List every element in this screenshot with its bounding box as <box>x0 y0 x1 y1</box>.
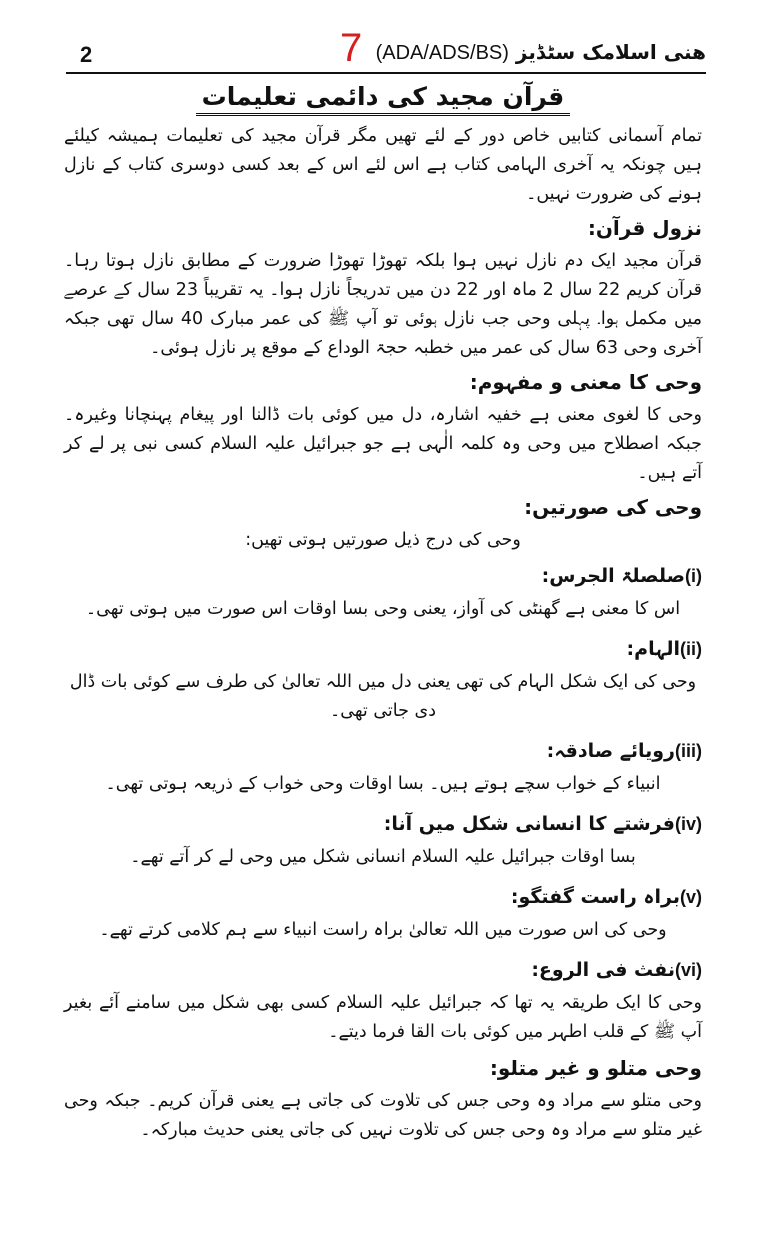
form-6-heading: (vi)نفث فی الروع: <box>531 959 702 981</box>
form-3-heading: (iii)رویائے صادقہ: <box>546 740 702 762</box>
form-2-heading: (ii)الہام: <box>626 638 702 660</box>
form-4-heading: (iv)فرشتے کا انسانی شکل میں آنا: <box>383 813 702 835</box>
form-3-text: انبیاء کے خواب سچے ہوتے ہیں۔ بسا اوقات وحی خواب کے ذریعہ ہوتی تھی۔ <box>105 774 661 794</box>
handwritten-mark: 7 <box>340 26 363 70</box>
page-number: 2 <box>80 42 93 67</box>
matlu-paragraph: وحی متلو سے مراد وہ وحی جس کی تلاوت کی جاتی ہے یعنی قرآن کریم۔ جبکہ وحی غیر متلو سے مراد وہ وحی جس کی تلاوت نہیں کی جاتی یعنی حدیث مبارکہ۔ <box>64 1091 702 1140</box>
intro-paragraph: تمام آسمانی کتابیں خاص دور کے لئے تھیں مگر قرآن مجید کی تعلیمات ہمیشہ کیلئے ہیں چونکہ یہ آخری الہامی کتاب ہے اس لئے اس کے بعد کسی دوسری کتاب کے نازل ہونے کی ضرورت نہیں۔ <box>64 126 702 204</box>
form-2-text: وحی کی ایک شکل الہام کی تھی یعنی دل میں اللہ تعالیٰ کی طرف سے کوئی بات ڈال دی جاتی تھی۔ <box>69 672 697 721</box>
content-body <box>64 122 702 1145</box>
course-header <box>376 40 706 65</box>
form-1-text: اس کا معنی ہے گھنٹی کی آواز، یعنی وحی بسا اوقات اس صورت میں ہوتی تھی۔ <box>85 599 681 619</box>
wahi-forms-intro: وحی کی درج ذیل صورتیں ہوتی تھیں: <box>245 530 521 550</box>
form-1-heading: (i)صلصلۃ الجرس: <box>541 565 702 587</box>
wahi-meaning-paragraph: وحی کا لغوی معنی ہے خفیہ اشارہ، دل میں کوئی بات ڈالنا اور پیغام پہنچانا وغیرہ۔ جبکہ اصطلاح میں وحی وہ کلمہ الٰہی ہے جو جبرائیل علیہ السلام کسی نبی پر لے کر آتے ہیں۔ <box>64 405 702 483</box>
heading-wahi-forms: وحی کی صورتیں: <box>524 495 702 519</box>
nuzool-paragraph: قرآن مجید ایک دم نازل نہیں ہوا بلکہ تھوڑا تھوڑا ضرورت کے مطابق نازل ہوتا رہا۔ قرآن کریم 22 سال 2 ماہ اور 22 دن میں تدریجاً نازل ہوا۔ یہ تقریباً 23 سال کے عرصے میں مکمل ہوا۔ پہلی وحی جب نازل ہوئی تو آپ ﷺ کی عمر مبارک 40 سال تھی جبکہ آخری وحی 63 سال کی عمر میں خطبہ حجۃ الوداع کے موقع پر نازل ہوئی۔ <box>64 251 702 358</box>
page-title: قرآن مجید کی دائمی تعلیمات <box>0 82 766 111</box>
heading-wahi-meaning: وحی کا معنی و مفہوم: <box>469 370 702 394</box>
heading-matlu: وحی متلو و غیر متلو: <box>489 1056 702 1080</box>
page-header <box>60 28 706 72</box>
form-6-text: وحی کا ایک طریقہ یہ تھا کہ جبرائیل علیہ السلام کسی بھی شکل میں سامنے آئے بغیر آپ ﷺ کے قلب اطہر میں کوئی بات القا فرما دیتے۔ <box>64 993 702 1042</box>
form-5-text: وحی کی اس صورت میں اللہ تعالیٰ براہ راست انبیاء سے ہم کلامی کرتے تھے۔ <box>99 920 667 940</box>
form-4-text: بسا اوقات جبرائیل علیہ السلام انسانی شکل میں وحی لے کر آتے تھے۔ <box>130 847 636 867</box>
heading-nuzool: نزول قرآن: <box>587 216 702 240</box>
course-title: ھنی اسلامک سٹڈیز <box>515 40 706 64</box>
header-rule <box>66 72 706 74</box>
course-code: (ADA/ADS/BS) <box>375 42 509 64</box>
form-5-heading: (v)براہ راست گفتگو: <box>510 886 702 908</box>
